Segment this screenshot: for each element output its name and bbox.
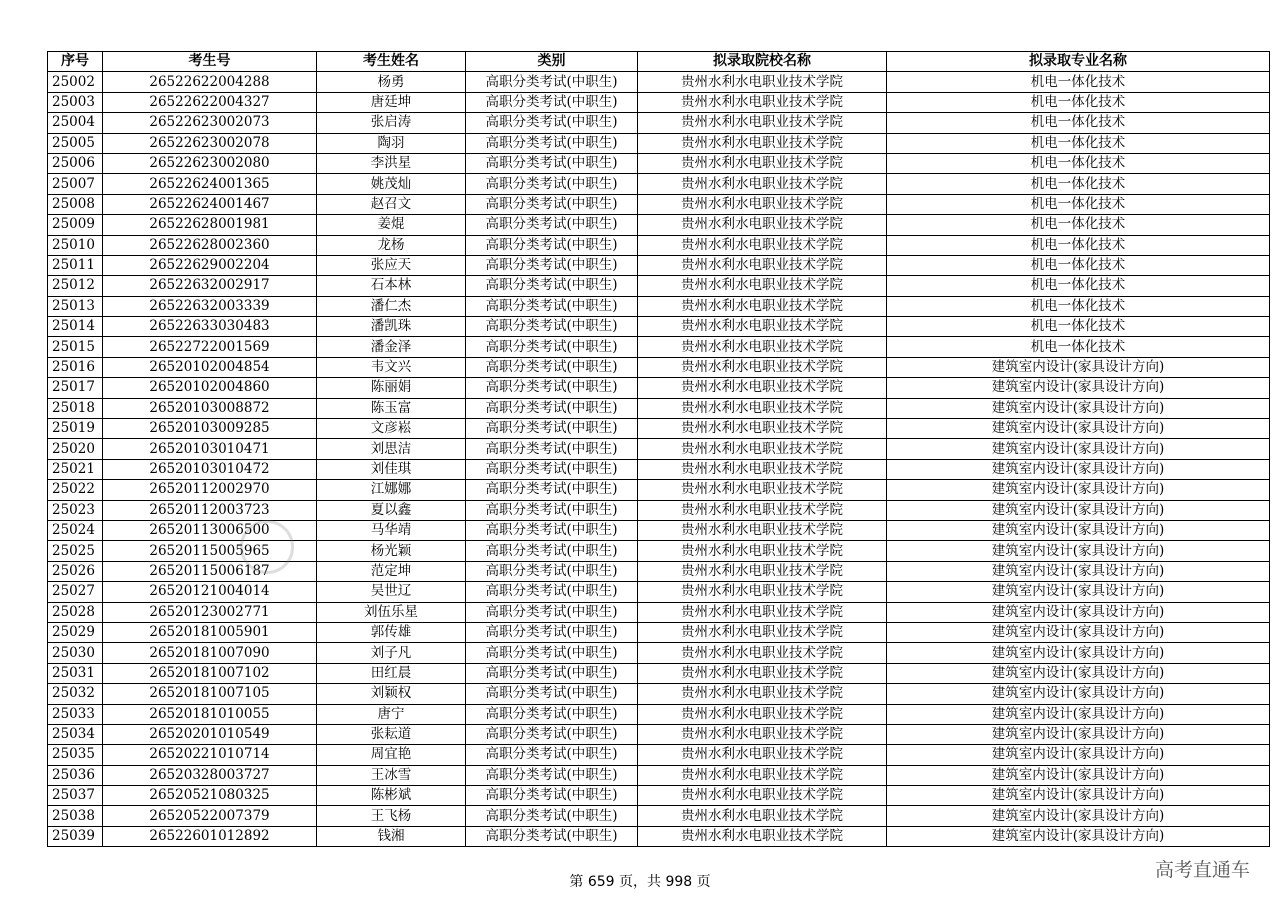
- table-row: [48, 255, 1270, 275]
- cell-school: 贵州水利水电职业技术学院: [638, 541, 887, 561]
- cell-exam-number: 26520522007379: [103, 806, 317, 826]
- cell-school: 贵州水利水电职业技术学院: [638, 113, 887, 133]
- cell-major: 建筑室内设计(家具设计方向): [887, 806, 1270, 826]
- cell-index: 25018: [48, 398, 103, 418]
- cell-index: 25026: [48, 561, 103, 581]
- cell-name: 姜焜: [317, 215, 466, 235]
- table-row: [48, 378, 1270, 398]
- cell-exam-number: 26522629002204: [103, 255, 317, 275]
- table-row: [48, 806, 1270, 826]
- table-row: [48, 133, 1270, 153]
- header-major: 拟录取专业名称: [887, 52, 1270, 72]
- cell-index: 25021: [48, 459, 103, 479]
- cell-category: 高职分类考试(中职生): [466, 133, 638, 153]
- cell-name: 陶羽: [317, 133, 466, 153]
- cell-index: 25038: [48, 806, 103, 826]
- cell-major: 建筑室内设计(家具设计方向): [887, 378, 1270, 398]
- cell-exam-number: 26520103008872: [103, 398, 317, 418]
- cell-exam-number: 26522628002360: [103, 235, 317, 255]
- cell-school: 贵州水利水电职业技术学院: [638, 704, 887, 724]
- cell-major: 建筑室内设计(家具设计方向): [887, 520, 1270, 540]
- cell-category: 高职分类考试(中职生): [466, 235, 638, 255]
- cell-exam-number: 26522623002073: [103, 113, 317, 133]
- cell-index: 25032: [48, 684, 103, 704]
- table-row: [48, 459, 1270, 479]
- cell-name: 龙杨: [317, 235, 466, 255]
- watermark-seal: [240, 520, 294, 574]
- cell-index: 25004: [48, 113, 103, 133]
- cell-exam-number: 26522622004288: [103, 72, 317, 92]
- table-row: [48, 724, 1270, 744]
- cell-index: 25014: [48, 317, 103, 337]
- cell-name: 郭传雄: [317, 622, 466, 642]
- cell-school: 贵州水利水电职业技术学院: [638, 296, 887, 316]
- table-row: [48, 602, 1270, 622]
- cell-category: 高职分类考试(中职生): [466, 582, 638, 602]
- cell-exam-number: 26522722001569: [103, 337, 317, 357]
- cell-index: 25017: [48, 378, 103, 398]
- cell-major: 建筑室内设计(家具设计方向): [887, 459, 1270, 479]
- cell-category: 高职分类考试(中职生): [466, 806, 638, 826]
- cell-index: 25036: [48, 765, 103, 785]
- cell-category: 高职分类考试(中职生): [466, 174, 638, 194]
- page-number: 659: [587, 874, 615, 890]
- cell-major: 机电一体化技术: [887, 113, 1270, 133]
- cell-major: 建筑室内设计(家具设计方向): [887, 439, 1270, 459]
- cell-name: 潘金泽: [317, 337, 466, 357]
- cell-exam-number: 26520328003727: [103, 765, 317, 785]
- cell-name: 杨光颖: [317, 541, 466, 561]
- cell-index: 25011: [48, 255, 103, 275]
- cell-exam-number: 26520102004854: [103, 357, 317, 377]
- header-name: 考生姓名: [317, 52, 466, 72]
- cell-school: 贵州水利水电职业技术学院: [638, 174, 887, 194]
- cell-category: 高职分类考试(中职生): [466, 602, 638, 622]
- cell-index: 25037: [48, 786, 103, 806]
- cell-category: 高职分类考试(中职生): [466, 92, 638, 112]
- cell-school: 贵州水利水电职业技术学院: [638, 826, 887, 846]
- cell-major: 机电一体化技术: [887, 276, 1270, 296]
- cell-name: 刘伍乐星: [317, 602, 466, 622]
- cell-school: 贵州水利水电职业技术学院: [638, 153, 887, 173]
- table-row: [48, 663, 1270, 683]
- table-row: [48, 541, 1270, 561]
- cell-name: 钱湘: [317, 826, 466, 846]
- cell-category: 高职分类考试(中职生): [466, 337, 638, 357]
- cell-name: 潘凯珠: [317, 317, 466, 337]
- table-row: [48, 337, 1270, 357]
- cell-exam-number: 26520115005965: [103, 541, 317, 561]
- header-index: 序号: [48, 52, 103, 72]
- table-row: [48, 174, 1270, 194]
- cell-index: 25005: [48, 133, 103, 153]
- cell-major: 建筑室内设计(家具设计方向): [887, 582, 1270, 602]
- cell-index: 25007: [48, 174, 103, 194]
- cell-index: 25013: [48, 296, 103, 316]
- cell-school: 贵州水利水电职业技术学院: [638, 317, 887, 337]
- cell-category: 高职分类考试(中职生): [466, 826, 638, 846]
- cell-category: 高职分类考试(中职生): [466, 113, 638, 133]
- cell-major: 机电一体化技术: [887, 215, 1270, 235]
- cell-school: 贵州水利水电职业技术学院: [638, 133, 887, 153]
- cell-school: 贵州水利水电职业技术学院: [638, 520, 887, 540]
- table-row: [48, 561, 1270, 581]
- table-row: [48, 296, 1270, 316]
- cell-major: 建筑室内设计(家具设计方向): [887, 745, 1270, 765]
- cell-school: 贵州水利水电职业技术学院: [638, 765, 887, 785]
- cell-school: 贵州水利水电职业技术学院: [638, 459, 887, 479]
- cell-school: 贵州水利水电职业技术学院: [638, 194, 887, 214]
- cell-school: 贵州水利水电职业技术学院: [638, 663, 887, 683]
- cell-index: 25003: [48, 92, 103, 112]
- header-row: [48, 52, 1270, 72]
- cell-major: 机电一体化技术: [887, 255, 1270, 275]
- cell-category: 高职分类考试(中职生): [466, 520, 638, 540]
- table-row: [48, 520, 1270, 540]
- cell-school: 贵州水利水电职业技术学院: [638, 582, 887, 602]
- cell-major: 机电一体化技术: [887, 296, 1270, 316]
- cell-major: 建筑室内设计(家具设计方向): [887, 643, 1270, 663]
- cell-school: 贵州水利水电职业技术学院: [638, 602, 887, 622]
- table-row: [48, 786, 1270, 806]
- cell-school: 贵州水利水电职业技术学院: [638, 276, 887, 296]
- cell-name: 王飞杨: [317, 806, 466, 826]
- cell-category: 高职分类考试(中职生): [466, 72, 638, 92]
- cell-index: 25033: [48, 704, 103, 724]
- cell-exam-number: 26520181010055: [103, 704, 317, 724]
- cell-category: 高职分类考试(中职生): [466, 419, 638, 439]
- cell-major: 建筑室内设计(家具设计方向): [887, 541, 1270, 561]
- cell-category: 高职分类考试(中职生): [466, 255, 638, 275]
- cell-category: 高职分类考试(中职生): [466, 317, 638, 337]
- cell-category: 高职分类考试(中职生): [466, 684, 638, 704]
- cell-exam-number: 26520181005901: [103, 622, 317, 642]
- table-row: [48, 215, 1270, 235]
- cell-index: 25025: [48, 541, 103, 561]
- cell-exam-number: 26520181007102: [103, 663, 317, 683]
- cell-name: 杨勇: [317, 72, 466, 92]
- cell-name: 陈玉富: [317, 398, 466, 418]
- table-row: [48, 643, 1270, 663]
- table-row: [48, 480, 1270, 500]
- cell-name: 张启涛: [317, 113, 466, 133]
- cell-school: 贵州水利水电职业技术学院: [638, 357, 887, 377]
- cell-school: 贵州水利水电职业技术学院: [638, 500, 887, 520]
- cell-name: 陈彬斌: [317, 786, 466, 806]
- cell-school: 贵州水利水电职业技术学院: [638, 480, 887, 500]
- cell-major: 建筑室内设计(家具设计方向): [887, 398, 1270, 418]
- cell-major: 建筑室内设计(家具设计方向): [887, 663, 1270, 683]
- cell-name: 姚茂灿: [317, 174, 466, 194]
- cell-exam-number: 26522633030483: [103, 317, 317, 337]
- cell-major: 建筑室内设计(家具设计方向): [887, 357, 1270, 377]
- cell-major: 建筑室内设计(家具设计方向): [887, 724, 1270, 744]
- cell-category: 高职分类考试(中职生): [466, 153, 638, 173]
- table-row: [48, 235, 1270, 255]
- cell-exam-number: 26520121004014: [103, 582, 317, 602]
- cell-index: 25009: [48, 215, 103, 235]
- cell-major: 机电一体化技术: [887, 153, 1270, 173]
- cell-index: 25024: [48, 520, 103, 540]
- table-row: [48, 500, 1270, 520]
- total-pages: 998: [665, 874, 693, 890]
- table-row: [48, 317, 1270, 337]
- cell-name: 马华靖: [317, 520, 466, 540]
- table-row: [48, 92, 1270, 112]
- header-school: 拟录取院校名称: [638, 52, 887, 72]
- cell-index: 25028: [48, 602, 103, 622]
- cell-name: 唐宁: [317, 704, 466, 724]
- cell-major: 机电一体化技术: [887, 72, 1270, 92]
- cell-exam-number: 26522623002080: [103, 153, 317, 173]
- cell-school: 贵州水利水电职业技术学院: [638, 643, 887, 663]
- cell-exam-number: 26520181007105: [103, 684, 317, 704]
- cell-category: 高职分类考试(中职生): [466, 724, 638, 744]
- cell-category: 高职分类考试(中职生): [466, 459, 638, 479]
- cell-major: 建筑室内设计(家具设计方向): [887, 765, 1270, 785]
- cell-school: 贵州水利水电职业技术学院: [638, 806, 887, 826]
- cell-name: 陈丽娟: [317, 378, 466, 398]
- cell-name: 石本林: [317, 276, 466, 296]
- cell-exam-number: 26520521080325: [103, 786, 317, 806]
- footer-suffix: 页: [696, 874, 711, 890]
- footer-prefix: 第: [569, 874, 584, 890]
- cell-school: 贵州水利水电职业技术学院: [638, 724, 887, 744]
- cell-major: 建筑室内设计(家具设计方向): [887, 704, 1270, 724]
- cell-major: 建筑室内设计(家具设计方向): [887, 826, 1270, 846]
- table-row: [48, 194, 1270, 214]
- cell-category: 高职分类考试(中职生): [466, 357, 638, 377]
- footer-middle: 页，共: [619, 874, 661, 890]
- header-category: 类别: [466, 52, 638, 72]
- cell-exam-number: 26520221010714: [103, 745, 317, 765]
- cell-school: 贵州水利水电职业技术学院: [638, 786, 887, 806]
- table-row: [48, 398, 1270, 418]
- cell-index: 25029: [48, 622, 103, 642]
- cell-major: 建筑室内设计(家具设计方向): [887, 500, 1270, 520]
- cell-index: 25015: [48, 337, 103, 357]
- cell-index: 25035: [48, 745, 103, 765]
- table-row: [48, 276, 1270, 296]
- cell-exam-number: 26522601012892: [103, 826, 317, 846]
- cell-name: 韦文兴: [317, 357, 466, 377]
- cell-name: 王冰雪: [317, 765, 466, 785]
- cell-school: 贵州水利水电职业技术学院: [638, 622, 887, 642]
- cell-index: 25019: [48, 419, 103, 439]
- cell-major: 建筑室内设计(家具设计方向): [887, 602, 1270, 622]
- table-row: [48, 704, 1270, 724]
- cell-major: 建筑室内设计(家具设计方向): [887, 419, 1270, 439]
- table-row: [48, 684, 1270, 704]
- table-row: [48, 419, 1270, 439]
- cell-category: 高职分类考试(中职生): [466, 541, 638, 561]
- cell-exam-number: 26520112003723: [103, 500, 317, 520]
- cell-school: 贵州水利水电职业技术学院: [638, 439, 887, 459]
- cell-index: 25020: [48, 439, 103, 459]
- table-row: [48, 582, 1270, 602]
- brand-label: 高考直通车: [1154, 859, 1250, 881]
- table-row: [48, 439, 1270, 459]
- cell-exam-number: 26522622004327: [103, 92, 317, 112]
- cell-name: 刘颖权: [317, 684, 466, 704]
- table-row: [48, 72, 1270, 92]
- cell-index: 25030: [48, 643, 103, 663]
- cell-name: 范定坤: [317, 561, 466, 581]
- cell-category: 高职分类考试(中职生): [466, 194, 638, 214]
- cell-major: 建筑室内设计(家具设计方向): [887, 480, 1270, 500]
- cell-exam-number: 26520112002970: [103, 480, 317, 500]
- cell-school: 贵州水利水电职业技术学院: [638, 215, 887, 235]
- cell-category: 高职分类考试(中职生): [466, 561, 638, 581]
- cell-category: 高职分类考试(中职生): [466, 704, 638, 724]
- cell-name: 吴世辽: [317, 582, 466, 602]
- cell-school: 贵州水利水电职业技术学院: [638, 684, 887, 704]
- cell-school: 贵州水利水电职业技术学院: [638, 745, 887, 765]
- cell-name: 田红晨: [317, 663, 466, 683]
- cell-school: 贵州水利水电职业技术学院: [638, 72, 887, 92]
- cell-exam-number: 26520102004860: [103, 378, 317, 398]
- cell-category: 高职分类考试(中职生): [466, 378, 638, 398]
- cell-exam-number: 26522623002078: [103, 133, 317, 153]
- cell-name: 刘佳琪: [317, 459, 466, 479]
- cell-category: 高职分类考试(中职生): [466, 500, 638, 520]
- cell-category: 高职分类考试(中职生): [466, 398, 638, 418]
- cell-index: 25012: [48, 276, 103, 296]
- cell-name: 周宜艳: [317, 745, 466, 765]
- admission-table: [47, 51, 1270, 847]
- cell-index: 25022: [48, 480, 103, 500]
- cell-exam-number: 26522624001365: [103, 174, 317, 194]
- cell-name: 夏以鑫: [317, 500, 466, 520]
- cell-index: 25027: [48, 582, 103, 602]
- cell-school: 贵州水利水电职业技术学院: [638, 398, 887, 418]
- cell-major: 建筑室内设计(家具设计方向): [887, 684, 1270, 704]
- cell-category: 高职分类考试(中职生): [466, 296, 638, 316]
- cell-exam-number: 26520181007090: [103, 643, 317, 663]
- table-row: [48, 357, 1270, 377]
- cell-index: 25039: [48, 826, 103, 846]
- cell-index: 25002: [48, 72, 103, 92]
- cell-school: 贵州水利水电职业技术学院: [638, 337, 887, 357]
- cell-exam-number: 26520115006187: [103, 561, 317, 581]
- cell-school: 贵州水利水电职业技术学院: [638, 255, 887, 275]
- cell-name: 张应天: [317, 255, 466, 275]
- page-footer: [0, 871, 1280, 891]
- cell-exam-number: 26522628001981: [103, 215, 317, 235]
- cell-index: 25031: [48, 663, 103, 683]
- cell-index: 25008: [48, 194, 103, 214]
- cell-exam-number: 26522632003339: [103, 296, 317, 316]
- cell-major: 机电一体化技术: [887, 337, 1270, 357]
- cell-exam-number: 26520103010471: [103, 439, 317, 459]
- cell-exam-number: 26522624001467: [103, 194, 317, 214]
- cell-category: 高职分类考试(中职生): [466, 786, 638, 806]
- table-row: [48, 113, 1270, 133]
- cell-major: 机电一体化技术: [887, 92, 1270, 112]
- cell-category: 高职分类考试(中职生): [466, 439, 638, 459]
- table-row: [48, 826, 1270, 846]
- cell-name: 唐廷坤: [317, 92, 466, 112]
- cell-name: 张耘道: [317, 724, 466, 744]
- cell-school: 贵州水利水电职业技术学院: [638, 92, 887, 112]
- table-row: [48, 153, 1270, 173]
- cell-index: 25016: [48, 357, 103, 377]
- cell-name: 刘子凡: [317, 643, 466, 663]
- table-row: [48, 622, 1270, 642]
- cell-major: 机电一体化技术: [887, 194, 1270, 214]
- cell-exam-number: 26520103010472: [103, 459, 317, 479]
- table-row: [48, 745, 1270, 765]
- cell-category: 高职分类考试(中职生): [466, 765, 638, 785]
- cell-major: 建筑室内设计(家具设计方向): [887, 786, 1270, 806]
- cell-category: 高职分类考试(中职生): [466, 745, 638, 765]
- cell-name: 刘思洁: [317, 439, 466, 459]
- cell-exam-number: 26520113006500: [103, 520, 317, 540]
- cell-name: 潘仁杰: [317, 296, 466, 316]
- cell-school: 贵州水利水电职业技术学院: [638, 561, 887, 581]
- cell-exam-number: 26520123002771: [103, 602, 317, 622]
- cell-category: 高职分类考试(中职生): [466, 663, 638, 683]
- cell-name: 李洪星: [317, 153, 466, 173]
- cell-name: 赵召文: [317, 194, 466, 214]
- cell-school: 贵州水利水电职业技术学院: [638, 235, 887, 255]
- cell-category: 高职分类考试(中职生): [466, 480, 638, 500]
- cell-major: 建筑室内设计(家具设计方向): [887, 622, 1270, 642]
- cell-index: 25010: [48, 235, 103, 255]
- cell-school: 贵州水利水电职业技术学院: [638, 419, 887, 439]
- cell-exam-number: 26522632002917: [103, 276, 317, 296]
- cell-major: 机电一体化技术: [887, 235, 1270, 255]
- cell-exam-number: 26520103009285: [103, 419, 317, 439]
- cell-category: 高职分类考试(中职生): [466, 643, 638, 663]
- header-exam-number: 考生号: [103, 52, 317, 72]
- cell-school: 贵州水利水电职业技术学院: [638, 378, 887, 398]
- cell-category: 高职分类考试(中职生): [466, 622, 638, 642]
- cell-exam-number: 26520201010549: [103, 724, 317, 744]
- cell-major: 建筑室内设计(家具设计方向): [887, 561, 1270, 581]
- cell-index: 25023: [48, 500, 103, 520]
- cell-index: 25006: [48, 153, 103, 173]
- cell-index: 25034: [48, 724, 103, 744]
- cell-major: 机电一体化技术: [887, 317, 1270, 337]
- cell-name: 文彦崧: [317, 419, 466, 439]
- cell-major: 机电一体化技术: [887, 174, 1270, 194]
- cell-category: 高职分类考试(中职生): [466, 276, 638, 296]
- cell-major: 机电一体化技术: [887, 133, 1270, 153]
- cell-name: 江娜娜: [317, 480, 466, 500]
- table-row: [48, 765, 1270, 785]
- cell-category: 高职分类考试(中职生): [466, 215, 638, 235]
